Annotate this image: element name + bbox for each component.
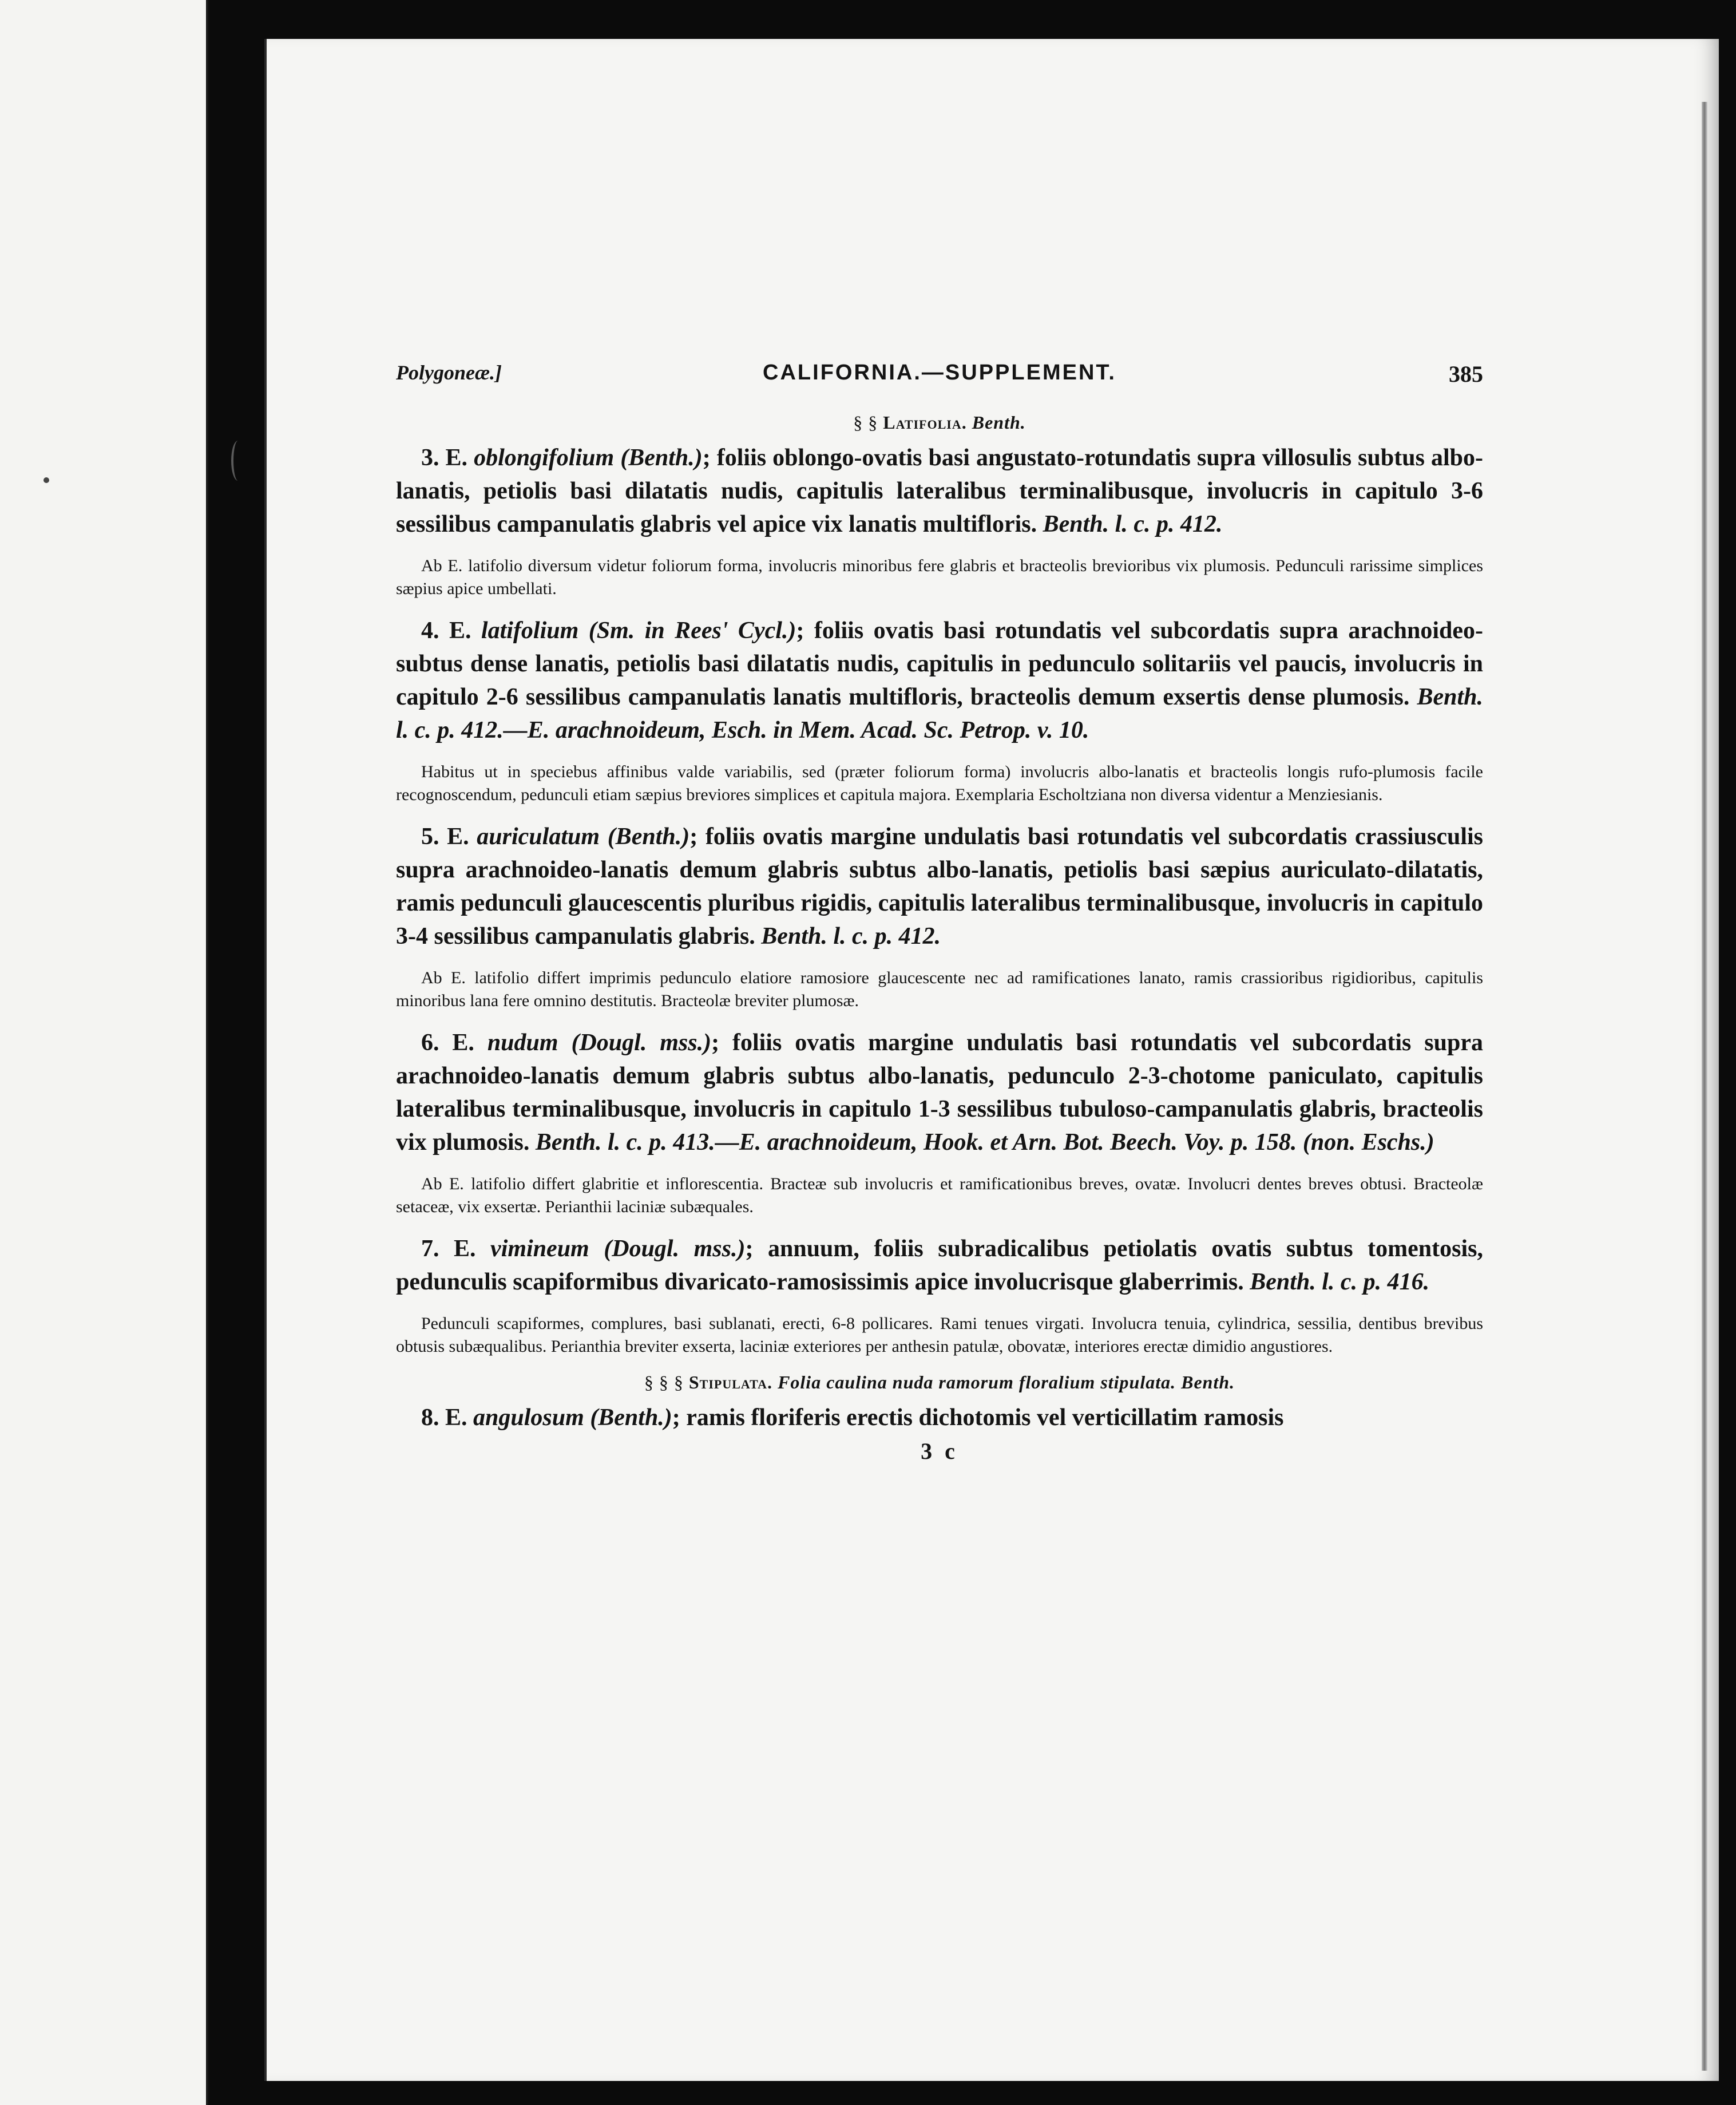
entry-number: 5. E.: [421, 824, 469, 850]
section-name: Stipulata.: [688, 1372, 773, 1392]
reference: Benth. l. c. p. 412.: [1043, 511, 1223, 537]
entry-number: 8. E.: [421, 1404, 467, 1431]
species-name: latifolium: [481, 618, 579, 644]
species-authority: (Benth.): [590, 1404, 672, 1431]
species-authority: (Dougl. mss.): [604, 1236, 746, 1262]
note-entry-6: Ab E. latifolio differt glabritie et inflorescentia. Bracteæ sub involucris et ramificationibus breves, ovatæ. Involucri dentes breves obtusi. Bracteolæ setaceæ, vix exsertæ. Perianthii laciniæ subæquales.: [396, 1174, 1483, 1216]
species-name: nudum: [487, 1030, 558, 1056]
entry-number: 7. E.: [421, 1236, 476, 1262]
species-name: auriculatum: [477, 824, 600, 850]
note-entry-4: Habitus ut in speciebus affinibus valde variabilis, sed (præter foliorum forma) involucris albo-lanatis et bracteolis longis rufo-plumosis facile recognoscendum, pedunculi etiam sæpius breviores simplices et capitula majora. Exemplaria Escholtziana non diversa videntur a Menziesianis.: [396, 762, 1483, 804]
species-authority: (Sm. in Rees' Cycl.): [588, 618, 796, 644]
species-name: oblongifolium: [474, 445, 615, 471]
reference: Benth. l. c. p. 416.: [1250, 1269, 1430, 1295]
diagnosis: ; foliis ovatis basi rotundatis vel subcordatis supra arachnoideo-subtus dense lanatis, petiolis basi dilatatis nudis, capitulis in pedunculo solitariis vel paucis, involucris in capitulo 2-6 sessilibus campanulatis lanatis multifloris, bracteolis demum exsertis dense plumosis.: [396, 618, 1484, 710]
note-entry-7: Pedunculi scapiformes, complures, basi sublanati, erecti, 6-8 pollicares. Rami tenues virgati. Involucra tenuia, cylindrica, sessilia, dentibus brevibus obtusis subæqualibus. Perianthia breviter exserta, laciniæ exteriores per anthesin patulæ, obovatæ, interiores erectæ dimidio angustiores.: [396, 1314, 1483, 1356]
entry-number: 4. E.: [421, 618, 471, 644]
species-name: vimineum: [490, 1236, 589, 1262]
margin-mark: [231, 441, 245, 481]
reference: Benth. l. c. p. 412.—E. arachnoideum, Esch. in Mem. Acad. Sc. Petrop. v. 10.: [396, 684, 1483, 743]
section-heading-latifolia: [396, 412, 1483, 433]
left-page-blank: [0, 0, 208, 2105]
reference: Benth. l. c. p. 413.—E. arachnoideum, Hook. et Arn. Bot. Beech. Voy. p. 158. (non. Eschs.): [535, 1129, 1434, 1156]
gutter-dot: [43, 477, 49, 483]
entry-number: 3. E.: [421, 445, 468, 471]
section-name: Latifolia.: [883, 412, 967, 433]
running-head-title: CALIFORNIA.—SUPPLEMENT.: [763, 361, 1116, 385]
note-entry-5: Ab E. latifolio differt imprimis pedunculo elatiore ramosiore glaucescente nec ad ramificationes lanato, ramis crassioribus rigidioribus, capitulis minoribus lana fere omnino destitutis. Bracteolæ breviter plumosæ.: [396, 968, 1483, 1010]
diagnosis: ; annuum, foliis subradicalibus petiolatis ovatis subtus tomentosis, pedunculis scapiformibus divaricato-ramosissimis apice involucrisque glaberrimis.: [396, 1236, 1483, 1295]
section-author: Benth.: [972, 412, 1026, 433]
signature-mark: 3 c: [921, 1438, 958, 1464]
diagnosis: ; foliis ovatis margine undulatis basi rotundatis vel subcordatis crassiusculis supra arachnoideo-lanatis demum glabris subtus albo-lanatis, petiolis basi sæpius auriculato-dilatatis, ramis pedunculi glaucescentis pluribus rigidis, capitulis lateralibus terminalibusque, involucris in capitulo 3-4 sessilibus campanulatis glabris.: [396, 824, 1484, 949]
text-column: [396, 361, 1483, 1465]
running-head-left: Polygoneæ.]: [396, 361, 502, 384]
species-authority: (Benth.): [620, 445, 703, 471]
species-authority: (Benth.): [607, 824, 690, 850]
diagnosis: ; ramis floriferis erectis dichotomis vel verticillatim ramosis: [672, 1404, 1284, 1431]
page-number: 385: [1449, 361, 1483, 387]
note-entry-3: Ab E. latifolio diversum videtur foliorum forma, involucris minoribus fere glabris et bracteolis brevioribus vix plumosis. Pedunculi rarissime simplices sæpius apice umbellati.: [396, 556, 1483, 598]
species-entry-8: [396, 1401, 1483, 1434]
entry-number: 6. E.: [421, 1030, 474, 1056]
species-name: angulosum: [473, 1404, 584, 1431]
species-entry-5: [396, 820, 1483, 953]
section-marks: § §: [853, 412, 878, 433]
diagnosis: ; foliis ovatis margine undulatis basi rotundatis vel subcordatis supra arachnoideo-lanatis demum glabris subtus albo-lanatis, pedunculo 2-3-chotome paniculato, capitulis lateralibus terminalibusque, involucris in capitulo 1-3 sessilibus tubuloso-campanulatis glabris, bracteolis vix plumosis.: [396, 1030, 1483, 1156]
species-entry-6: [396, 1026, 1483, 1159]
species-entry-3: [396, 441, 1483, 541]
species-entry-7: [396, 1232, 1483, 1299]
species-authority: (Dougl. mss.): [571, 1030, 712, 1056]
section-description: Folia caulina nuda ramorum floralium stipulata. Benth.: [778, 1372, 1235, 1392]
running-head: [396, 361, 1483, 412]
section-marks: § § §: [644, 1372, 684, 1392]
right-page: [264, 39, 1719, 2081]
reference: Benth. l. c. p. 412.: [761, 923, 941, 949]
diagnosis: ; foliis oblongo-ovatis basi angustato-rotundatis supra villosulis subtus albo-lanatis, petiolis basi dilatatis nudis, capitulis lateralibus terminalibusque, involucris in capitulo 3-6 sessilibus campanulatis glabris vel apice vix lanatis multifloris.: [396, 445, 1483, 537]
species-entry-4: [396, 614, 1483, 747]
page-edge-shadow: [1702, 102, 1707, 2071]
section-heading-stipulata: [396, 1372, 1483, 1393]
